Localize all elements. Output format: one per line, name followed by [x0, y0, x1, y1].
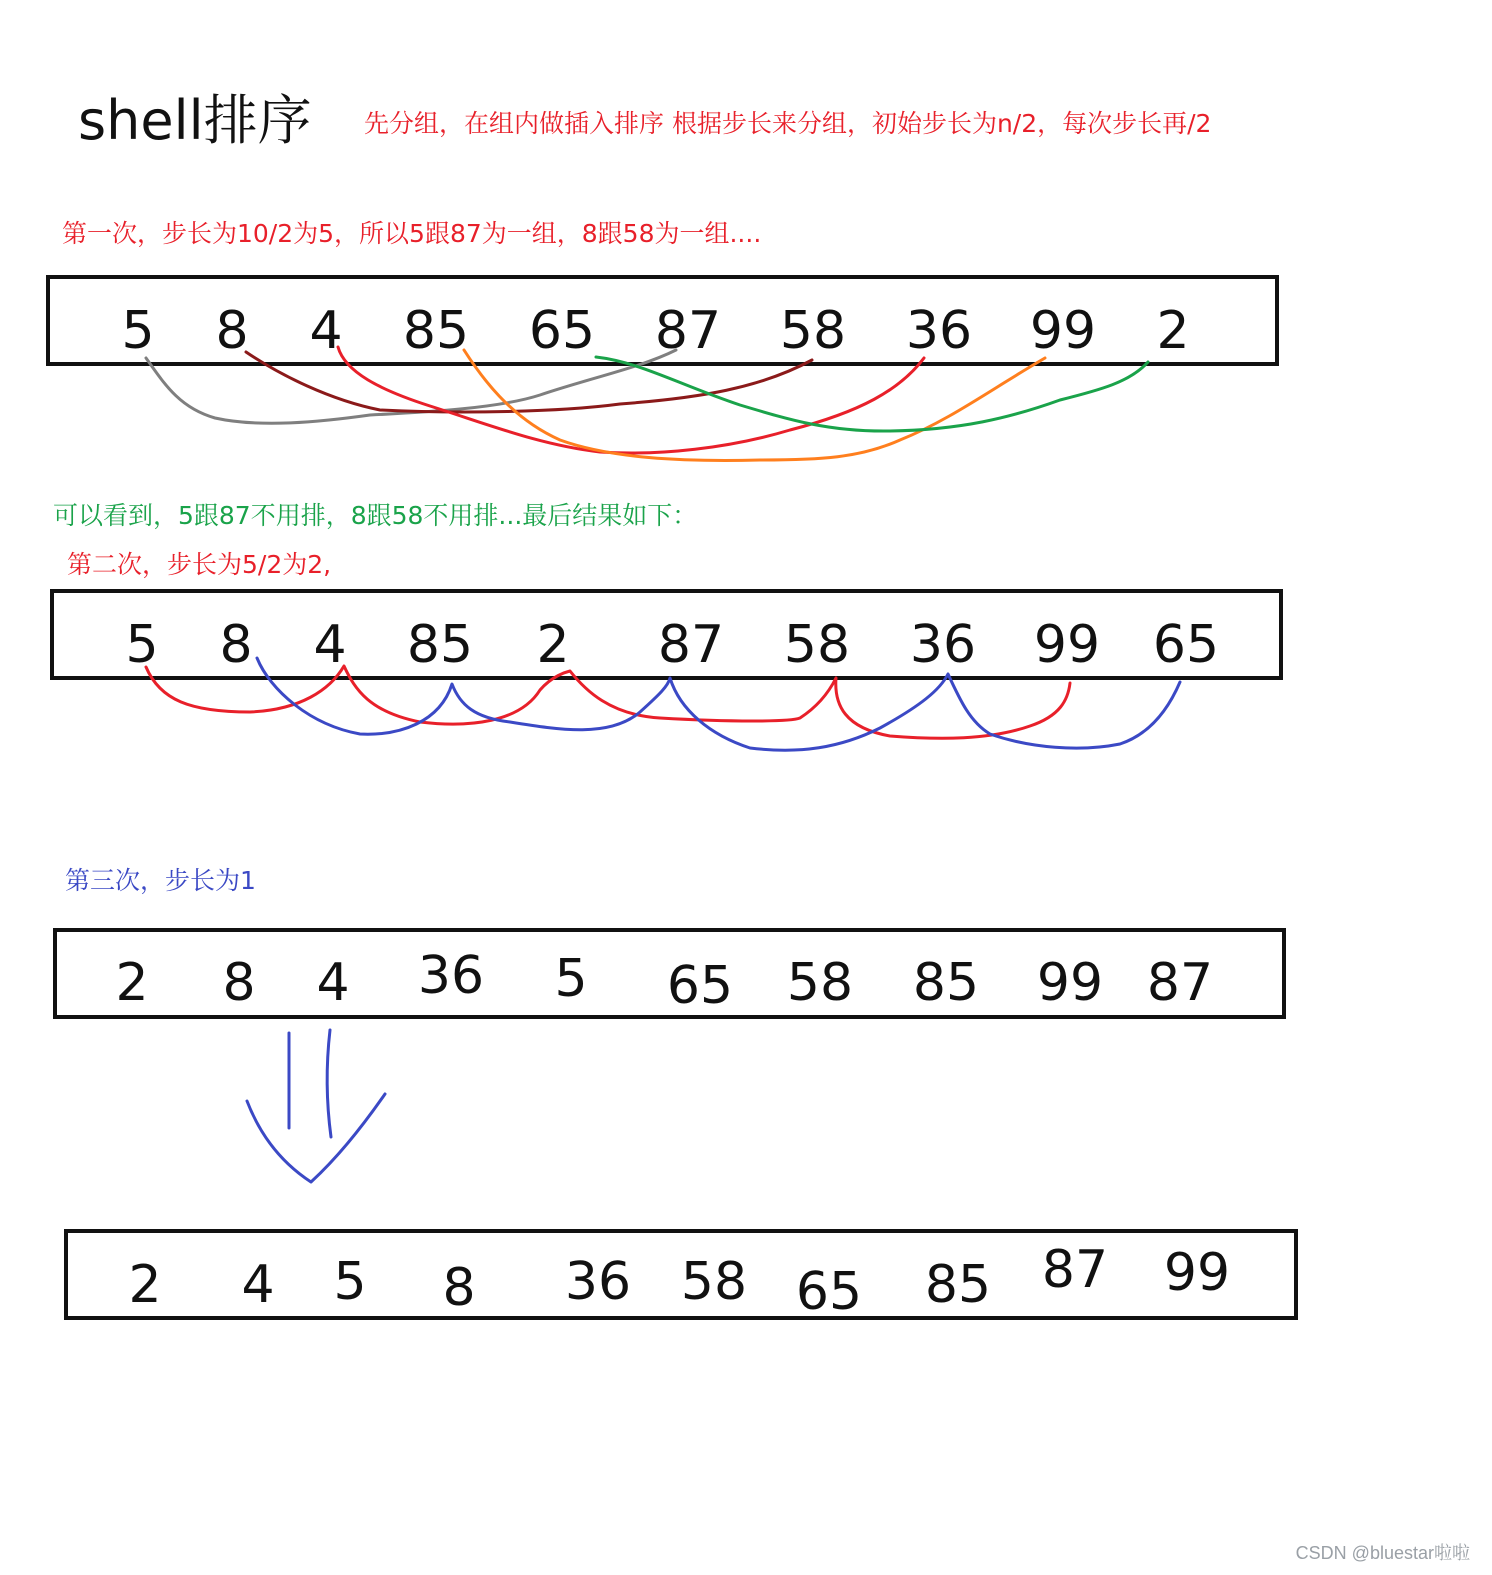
- observation-note: 可以看到，5跟87不用排，8跟58不用排...最后结果如下：: [53, 501, 698, 530]
- array-cell: 85: [402, 301, 470, 361]
- array-cell: 85: [912, 953, 980, 1013]
- array-cell: 65: [1152, 615, 1220, 675]
- group-65-2-curve: [596, 357, 1148, 431]
- array-cell: 5: [125, 615, 159, 675]
- array-cell: 58: [680, 1252, 748, 1312]
- array-cell: 99: [1036, 953, 1104, 1013]
- array-cell: 87: [1146, 953, 1214, 1013]
- array-cell: 4: [316, 953, 350, 1013]
- array-cell: 4: [241, 1255, 275, 1315]
- arrow-shaft-right: [327, 1030, 331, 1137]
- array-cell: 8: [222, 953, 256, 1013]
- watermark: CSDN @bluestar啦啦: [1295, 1543, 1470, 1563]
- array-cell: 36: [905, 301, 973, 361]
- array-cell: 2: [128, 1255, 162, 1315]
- step3-label: 第三次，步长为1: [65, 866, 256, 895]
- array-cell: 2: [536, 615, 570, 675]
- array-cell: 58: [779, 301, 847, 361]
- array-cell: 85: [924, 1255, 992, 1315]
- group-8-58-curve: [246, 352, 812, 412]
- array-cell: 36: [909, 615, 977, 675]
- array-cell: 8: [442, 1258, 476, 1318]
- array-cell: 65: [528, 301, 596, 361]
- array-cell: 36: [417, 946, 485, 1006]
- array-cell: 2: [115, 953, 149, 1013]
- step2-label: 第二次，步长为5/2为2,: [67, 550, 332, 579]
- array-cell: 58: [783, 615, 851, 675]
- array-cell: 99: [1163, 1243, 1231, 1303]
- group-4-36-curve: [338, 347, 924, 453]
- array-cell: 4: [313, 615, 347, 675]
- array-cell: 58: [786, 953, 854, 1013]
- array-cell: 65: [795, 1262, 863, 1322]
- arrow-head: [247, 1094, 385, 1182]
- array-cell: 8: [219, 615, 253, 675]
- array-cell: 65: [666, 956, 734, 1016]
- array-cell: 2: [1156, 301, 1190, 361]
- subtitle-note: 先分组，在组内做插入排序 根据步长来分组，初始步长为n/2，每次步长再/2: [364, 109, 1212, 138]
- step1-label: 第一次，步长为10/2为5，所以5跟87为一组，8跟58为一组....: [62, 219, 762, 248]
- array-cell: 4: [309, 301, 343, 361]
- array-cell: 87: [657, 615, 725, 675]
- array-cell: 5: [333, 1252, 367, 1312]
- array-cell: 8: [215, 301, 249, 361]
- array-cell: 5: [121, 301, 155, 361]
- array-cell: 99: [1033, 615, 1101, 675]
- group-odd-blue-curve: [257, 658, 1180, 750]
- array-cell: 36: [564, 1252, 632, 1312]
- array-cell: 87: [654, 301, 722, 361]
- array-cell: 87: [1041, 1240, 1109, 1300]
- array-cell: 5: [554, 949, 588, 1009]
- array-cell: 85: [406, 615, 474, 675]
- page-title: shell排序: [78, 89, 312, 152]
- array-cell: 99: [1029, 301, 1097, 361]
